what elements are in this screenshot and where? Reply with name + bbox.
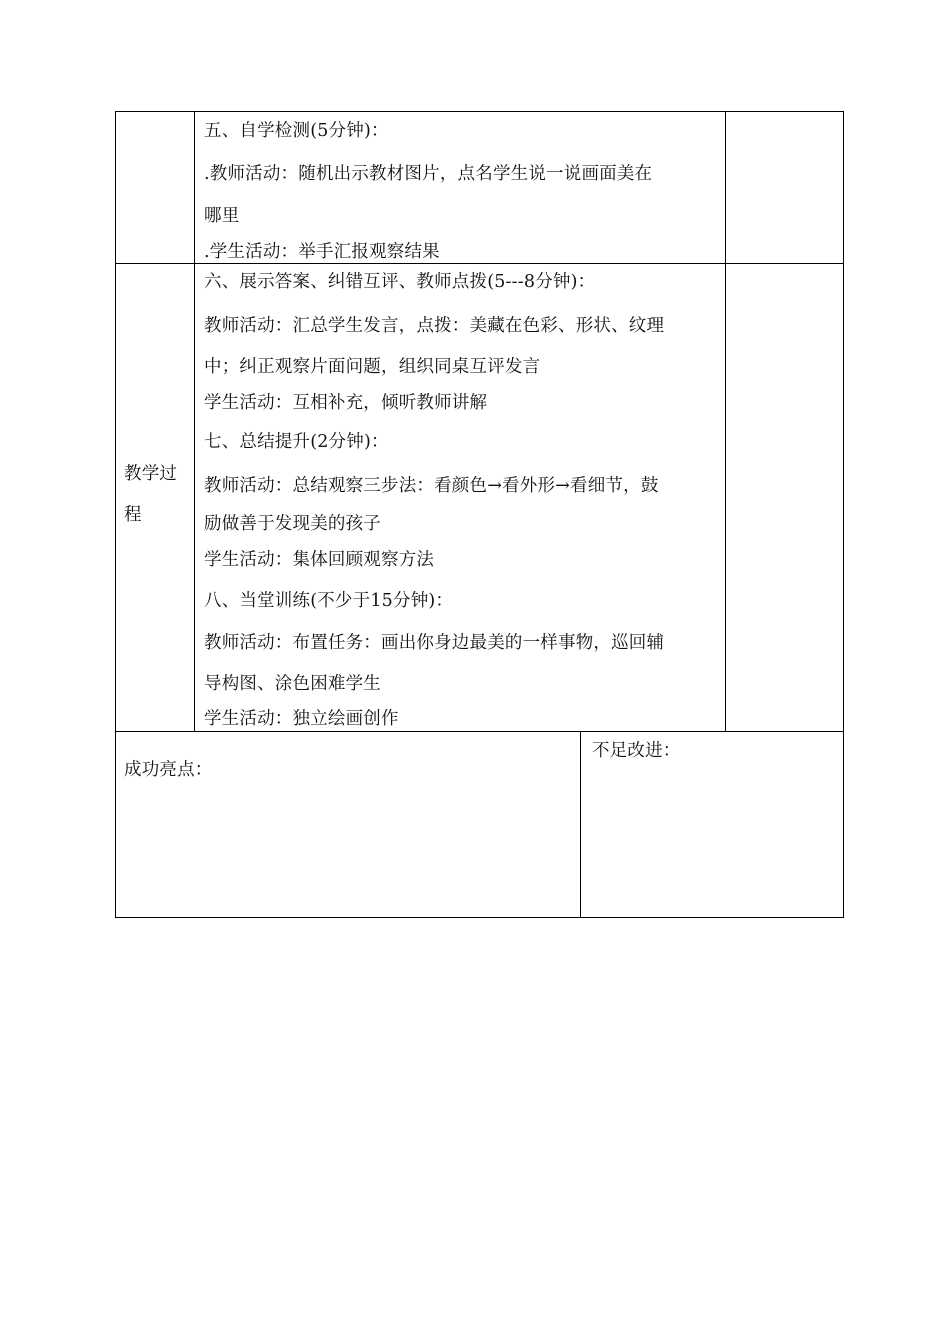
section-eight-student: 学生活动：独立绘画创作 bbox=[204, 709, 399, 729]
section-six-heading: 六、展示答案、纠错互评、教师点拨(5---8分钟)： bbox=[204, 272, 596, 292]
column-divider-label bbox=[194, 111, 195, 732]
section-six-teacher-line-1: 教师活动：汇总学生发言，点拨：美藏在色彩、形状、纹理 bbox=[204, 316, 665, 336]
table-border-left bbox=[115, 111, 116, 918]
section-seven-heading: 七、总结提升(2分钟)： bbox=[204, 432, 389, 452]
section-five-heading: 五、自学检测(5分钟)： bbox=[204, 121, 389, 141]
section-eight-heading: 八、当堂训练(不少于15分钟)： bbox=[204, 591, 454, 611]
section-six-teacher-line-2: 中；纠正观察片面问题，组织同桌互评发言 bbox=[204, 357, 541, 377]
table-border-bottom bbox=[115, 917, 844, 918]
improvement-label: 不足改进： bbox=[592, 741, 681, 761]
section-seven-student: 学生活动：集体回顾观察方法 bbox=[204, 550, 435, 570]
section-six-student: 学生活动：互相补充，倾听教师讲解 bbox=[204, 393, 488, 413]
success-highlights-label: 成功亮点： bbox=[124, 760, 213, 780]
column-divider-reflection bbox=[580, 731, 581, 918]
section-five-teacher-line-1: .教师活动：随机出示教材图片，点名学生说一说画面美在 bbox=[204, 164, 653, 184]
row-label-line-1: 教学过 bbox=[124, 464, 178, 484]
row-divider-1 bbox=[115, 263, 844, 264]
row-divider-2 bbox=[115, 731, 844, 732]
table-border-right bbox=[843, 111, 844, 918]
column-divider-notes bbox=[725, 111, 726, 732]
table-border-top bbox=[115, 111, 844, 112]
row-label-line-2: 程 bbox=[124, 505, 142, 525]
section-eight-teacher-line-2: 导构图、涂色困难学生 bbox=[204, 674, 381, 694]
section-seven-teacher-line-2: 励做善于发现美的孩子 bbox=[204, 514, 381, 534]
section-eight-teacher-line-1: 教师活动：布置任务：画出你身边最美的一样事物，巡回辅 bbox=[204, 633, 665, 653]
section-five-teacher-line-2: 哪里 bbox=[204, 206, 240, 226]
section-five-student: .学生活动：举手汇报观察结果 bbox=[204, 242, 440, 262]
section-seven-teacher-line-1: 教师活动：总结观察三步法：看颜色→看外形→看细节，鼓 bbox=[204, 476, 659, 496]
